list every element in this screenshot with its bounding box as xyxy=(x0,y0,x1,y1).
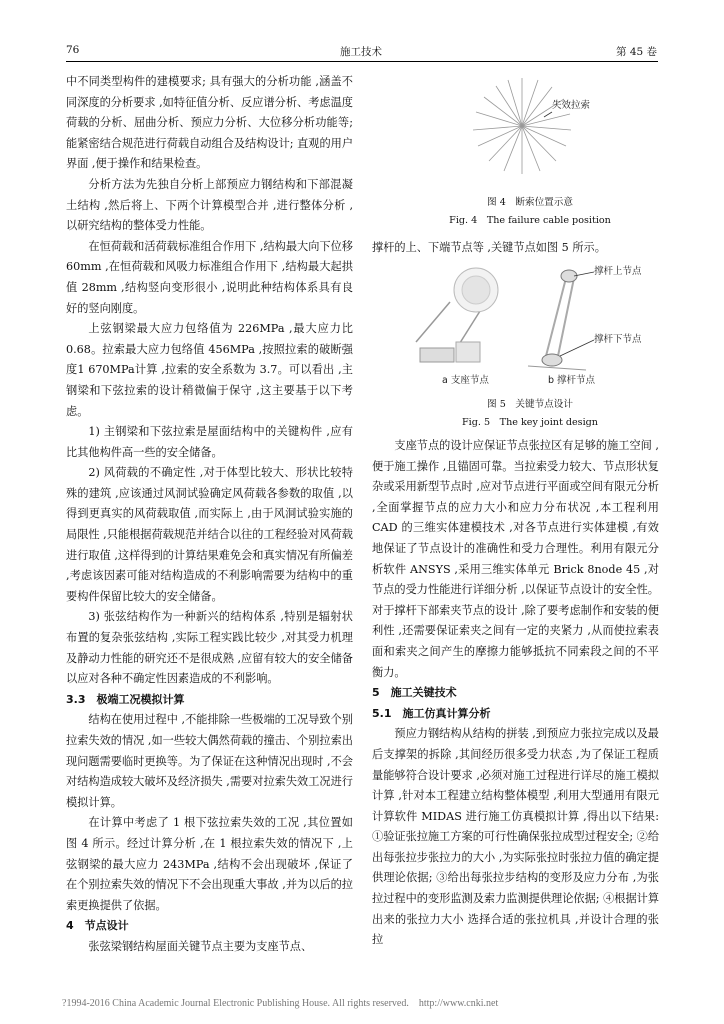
right-column xyxy=(372,436,659,951)
section-heading: 5 施工关键技术 xyxy=(372,686,457,700)
figure-5-caption-cn: 图 5 关键节点设计 xyxy=(487,399,573,410)
support-joint-sketch xyxy=(416,268,498,362)
header-rule xyxy=(66,61,658,62)
figure-4-caption-en: Fig. 4 The failure cable position xyxy=(449,215,611,226)
journal-name: 施工技术 xyxy=(340,46,382,58)
section-heading: 3.3 极端工况模拟计算 xyxy=(66,692,185,706)
figure-4-caption-cn: 图 4 断索位置示意 xyxy=(487,197,573,208)
figure-5-caption-en: Fig. 5 The key joint design xyxy=(462,417,598,428)
subfigure-a-label: a 支座节点 xyxy=(442,375,489,386)
left-column xyxy=(66,72,353,958)
paragraph: 支座节点的设计应保证节点张拉区有足够的施工空间 ,便于施工操作 ,且锚固可靠。当拉索受力较大、节点形状复杂或采用新型节点时 ,应对节点进行平面或空间有限元分析 ,全面掌握节点的应力大小和应力分布状况 ,本工程利用 CAD 的三维实体建模技术 ,对各节点进行实体建模 ,有效地保证了节点设计的准确性和受力合理性。利用有限元分析软件 ANSYS ,采用三维实体单元 Brick 8node 45 ,对节点的受力性能进行详细分析 ,以保证节点设计的安全性。对于撑杆下部索夹节点的设计 ,除了要考虑制作和安装的便利性 ,还需要保证索夹之间有一定的夹紧力 ,从而使拉索表面和索夹之间产生的摩擦力能够抵抗不同索段之间的不平衡力。 xyxy=(372,439,659,679)
paragraph: 结构在使用过程中 ,不能排除一些极端的工况导致个别拉索失效的情况 ,如一些较大偶然荷载的撞击、个别拉索出现问题需要临时更换等。为了保证在这种情况出现时 ,不会对结构造成较大破坏及经济损失 ,需要对拉索失效工况进行模拟计算。 xyxy=(66,713,353,809)
paragraph: 中不同类型构件的建模要求; 具有强大的分析功能 ,涵盖不同深度的分析要求 ,如特征值分析、反应谱分析、考虑温度荷载的分析、屈曲分析、预应力分析、大位移分析功能等; 能紧密结合规范进行荷载自动组合及结构设计; 直观的用户界面 ,便于操作和结果检查。 xyxy=(66,75,354,171)
volume-number: 第 45 卷 xyxy=(616,46,658,58)
radial-cable-lines xyxy=(473,78,571,174)
right-intro: 撑杆的上、下端节点等 ,关键节点如图 5 所示。 xyxy=(372,241,606,254)
copyright-footer: ?1994-2016 China Academic Journal Electronic Publishing House. All rights reserved. http://www.cnki.net xyxy=(62,998,499,1009)
upper-joint-label: 撑杆上节点 xyxy=(594,266,642,277)
paragraph: 在恒荷载和活荷载标准组合作用下 ,结构最大向下位移 60mm ,在恒荷载和风吸力标准组合作用下 ,结构最大起拱值 28mm ,结构竖向变形很小 ,说明此种结构体系具有良好的竖向刚度。 xyxy=(66,239,353,315)
figure-5-diagram xyxy=(398,262,648,388)
paragraph: 预应力钢结构从结构的拼装 ,到预应力张拉完成以及最后支撑架的拆除 ,其间经历很多受力状态 ,为了保证工程质量能够符合设计要求 ,必须对施工过程进行详尽的施工模拟计算 ,针对本工程建立结构整体模型 ,利用大型通用有限元计算软件 MIDAS 进行施工仿真模拟计算 ,得出以下结果: ①验证张拉施工方案的可行性确保张拉成型过程安全; ②给出每张拉步张拉力的大小 ,为实际张拉时张拉力值的确定提供理论依据; ③给出每张拉步结构的变形及应力分布 ,为张拉过程中的变形监测及索力监测提供理论依据; ④根据计算出来的张拉力大小 选择合适的张拉机具 ,并设计合理的张拉 xyxy=(372,727,660,947)
section-heading: 4 节点设计 xyxy=(66,919,129,933)
paragraph: 张弦梁钢结构屋面关键节点主要为支座节点、 xyxy=(88,939,313,953)
failure-cable-pointer xyxy=(544,112,552,117)
paragraph: 2) 风荷载的不确定性 ,对于体型比较大、形状比较特殊的建筑 ,应该通过风洞试验确定风荷载各参数的取值 ,以得到更真实的风荷载取值 ,而实际上 ,由于风洞试验实施的局限性 ,只能根据荷载规范并结合以往的工程经验对风荷载进行取值 ,这样得到的计算结果难免会和真实情况有所偏差 ,考虑该因素可能对结构造成的不利影响需要为结构中的重要构件保留比较大的安全储备。 xyxy=(66,466,353,603)
paragraph: 分析方法为先独自分析上部预应力钢结构和下部混凝土结构 ,然后将上、下两个计算模型合并 ,进行整体分析 ,以研究结构的整体受力性能。 xyxy=(66,177,353,233)
section-heading: 5.1 施工仿真计算分析 xyxy=(372,706,491,720)
paragraph: 3) 张弦结构作为一种新兴的结构体系 ,特别是辐射状布置的复杂张弦结构 ,实际工程实践比较少 ,对其受力机理及静动力性能的研究还不是很成熟 ,应留有较大的安全储备以应对各种不确定性因素造成的不利影响。 xyxy=(66,610,353,686)
failure-cable-label: 失效拉索 xyxy=(552,100,591,111)
paragraph: 1) 主钢梁和下弦拉索是屋面结构中的关键构件 ,应有比其他构件高一些的安全储备。 xyxy=(66,425,353,459)
paragraph: 上弦钢梁最大应力包络值为 226MPa ,最大应力比 0.68。拉索最大应力包络值 456MPa ,按照拉索的破断强度1 670MPa计算 ,拉索的安全系数为 3.7。可以看出 ,主钢梁和下弦拉索的设计稍微偏于保守 ,这主要基于以下考虑。 xyxy=(66,322,353,418)
figure-4-diagram xyxy=(440,72,620,180)
lower-joint-pointer xyxy=(560,340,594,356)
page-number: 76 xyxy=(66,44,80,56)
subfigure-b-label: b 撑杆节点 xyxy=(548,375,596,386)
paragraph: 在计算中考虑了 1 根下弦拉索失效的工况 ,其位置如图 4 所示。经过计算分析 ,在 1 根拉索失效的情况下 ,上弦钢梁的最大应力 243MPa ,结构不会出现破坏 ,保证了在个别拉索失效的情况下不会出现重大事故 ,并为以后的拉索更换提供了依据。 xyxy=(66,816,353,912)
lower-joint-label: 撑杆下节点 xyxy=(594,334,642,345)
strut-joint-sketch xyxy=(528,270,586,370)
